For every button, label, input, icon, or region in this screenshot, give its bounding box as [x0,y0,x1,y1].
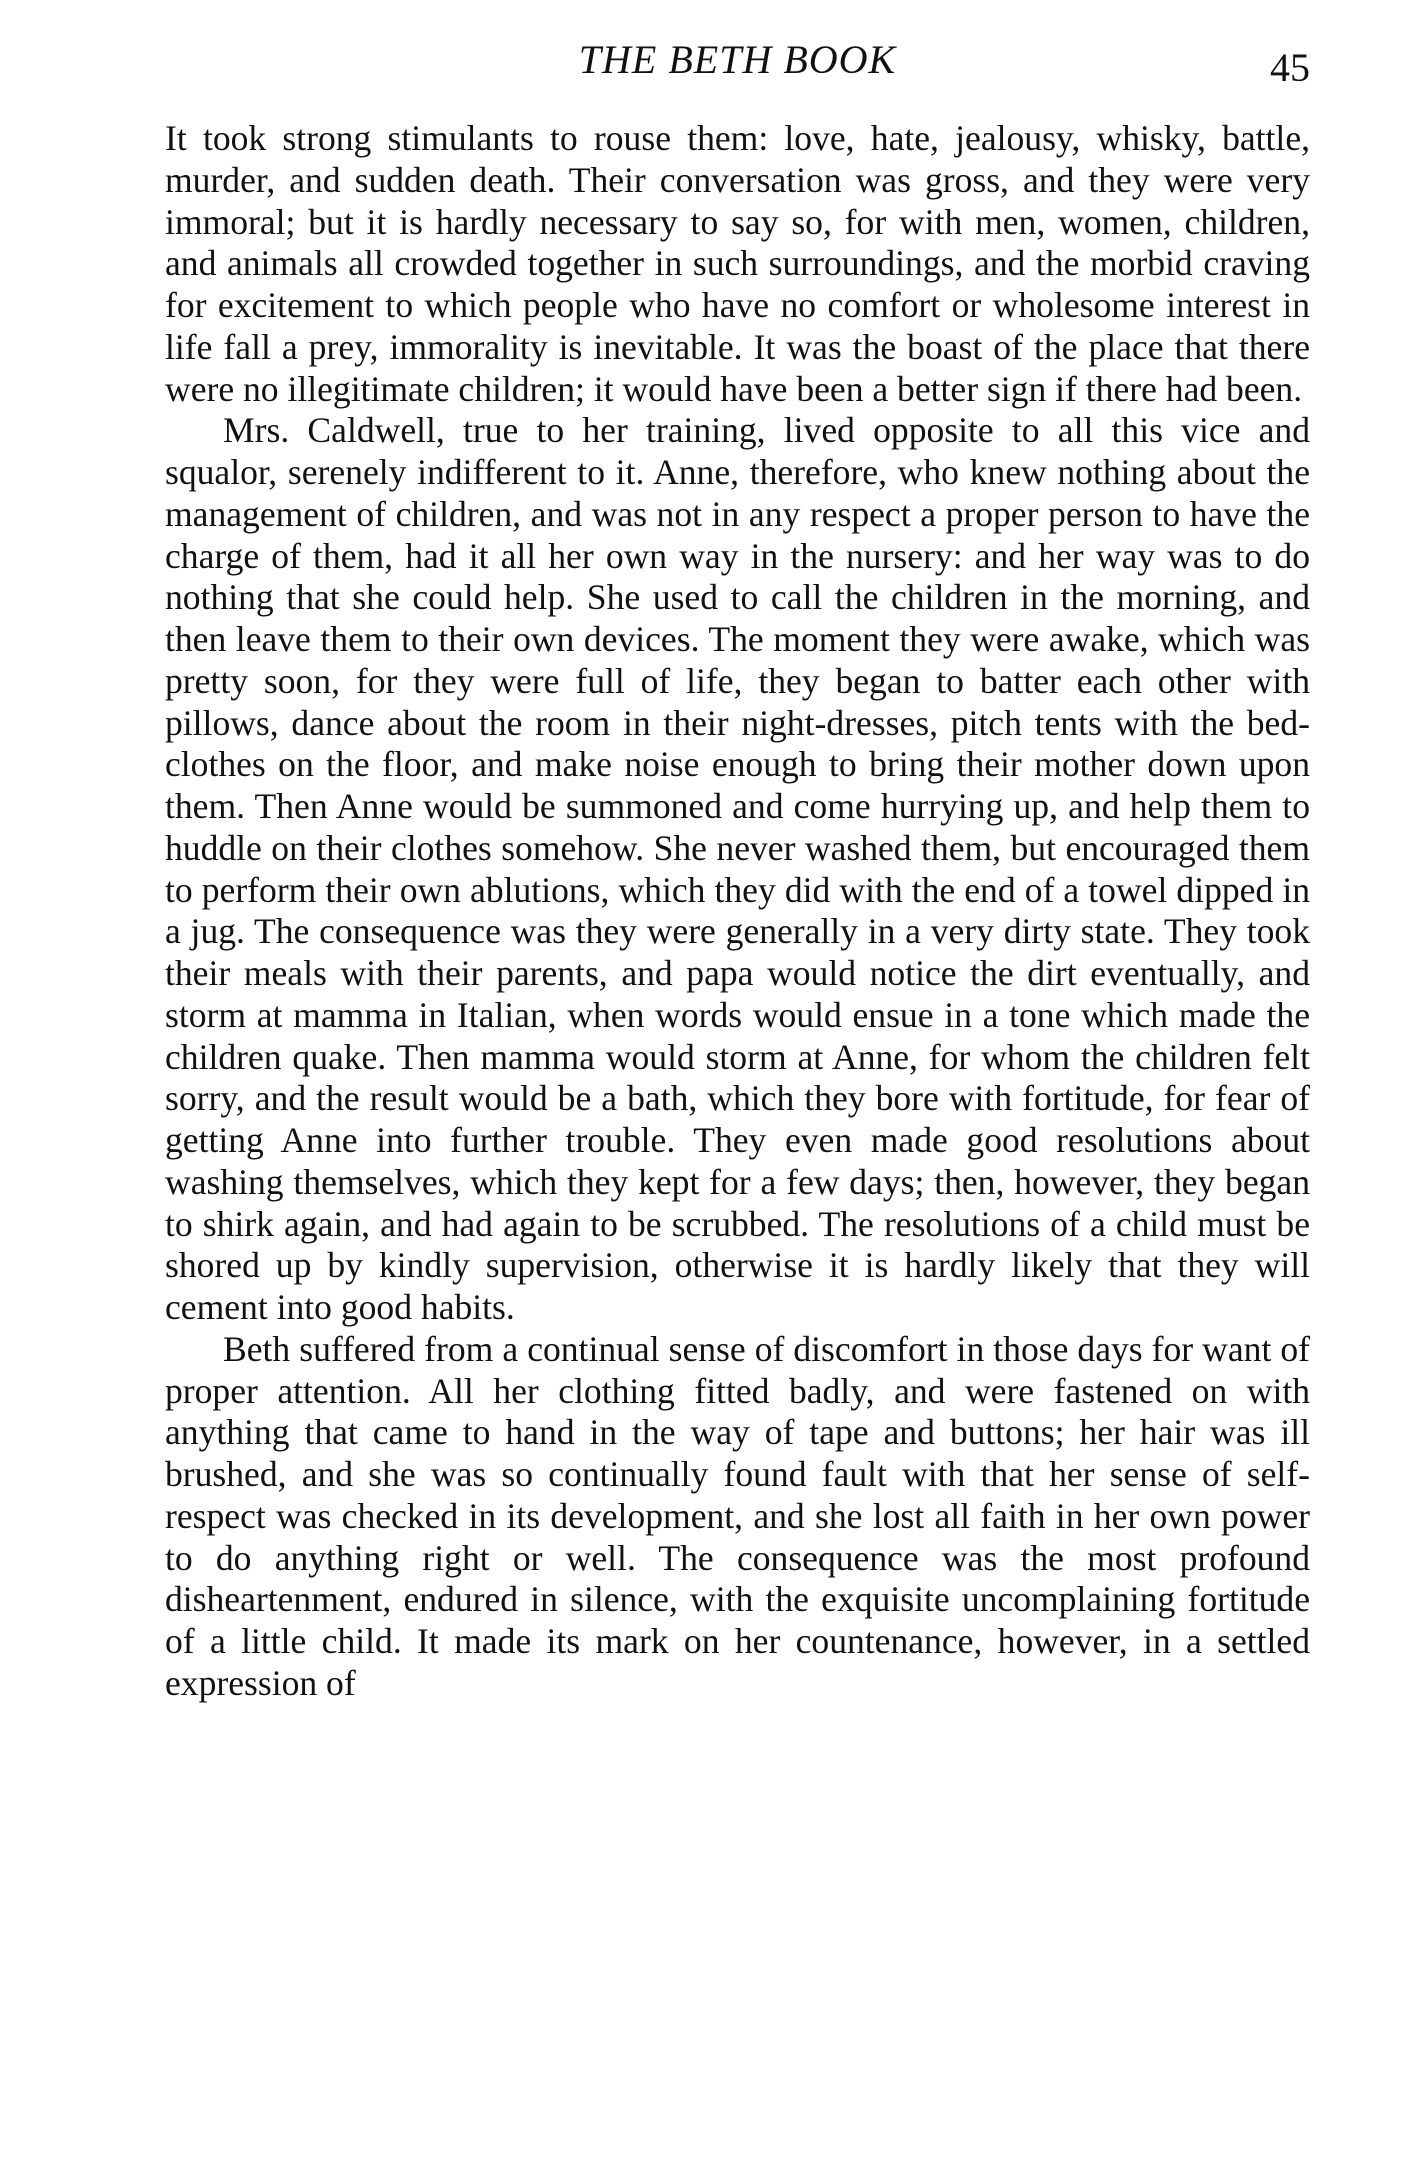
body-text [165,118,1310,1705]
paragraph-2: Mrs. Caldwell, true to her training, lived opposite to all this vice and squalor, serenely indifferent to it. Anne, therefore, who knew nothing about the management of children, and was not in any respect a proper person to have the charge of them, had it all her own way in the nursery: and her way was to do nothing that she could help. She used to call the children in the morning, and then leave them to their own devices. The moment they were awake, which was pretty soon, for they were full of life, they began to batter each other with pillows, dance about the room in their night-dresses, pitch tents with the bed-clothes on the floor, and make noise enough to bring their mother down upon them. Then Anne would be summoned and come hurrying up, and help them to huddle on their clothes somehow. She never washed them, but encouraged them to perform their own ablutions, which they did with the end of a towel dipped in a jug. The consequence was they were generally in a very dirty state. They took their meals with their parents, and papa would notice the dirt eventually, and storm at mamma in Italian, when words would ensue in a tone which made the children quake. Then mamma would storm at Anne, for whom the children felt sorry, and the result would be a bath, which they bore with fortitude, for fear of getting Anne into further trouble. They even made good resolutions about washing themselves, which they kept for a few days; then, however, they began to shirk again, and had again to be scrubbed. The resolutions of a child must be shored up by kindly supervision, otherwise it is hardly likely that they will cement into good habits. [165,410,1310,1327]
page-number: 45 [1270,45,1310,90]
paragraph-1: It took strong stimulants to rouse them: love, hate, jealousy, whisky, battle, murder, and sudden death. Their conversation was gross, and they were very immoral; but it is hardly necessary to say so, for with men, women, children, and animals all crowded together in such surroundings, and the morbid craving for excitement to which people who have no comfort or wholesome interest in life fall a prey, immorality is inevitable. It was the boast of the place that there were no illegitimate children; it would have been a better sign if there had been. [165,118,1310,409]
running-title: THE BETH BOOK [578,37,897,82]
paragraph-3: Beth suffered from a continual sense of discomfort in those days for want of proper attention. All her clothing fitted badly, and were fastened on with anything that came to hand in the way of tape and buttons; her hair was ill brushed, and she was so continually found fault with that her sense of self-respect was checked in its development, and she lost all faith in her own power to do anything right or well. The consequence was the most profound disheartenment, endured in silence, with the exquisite uncomplaining fortitude of a little child. It made its mark on her countenance, however, in a settled expression of [165,1328,1310,1703]
page-header [165,36,1310,92]
